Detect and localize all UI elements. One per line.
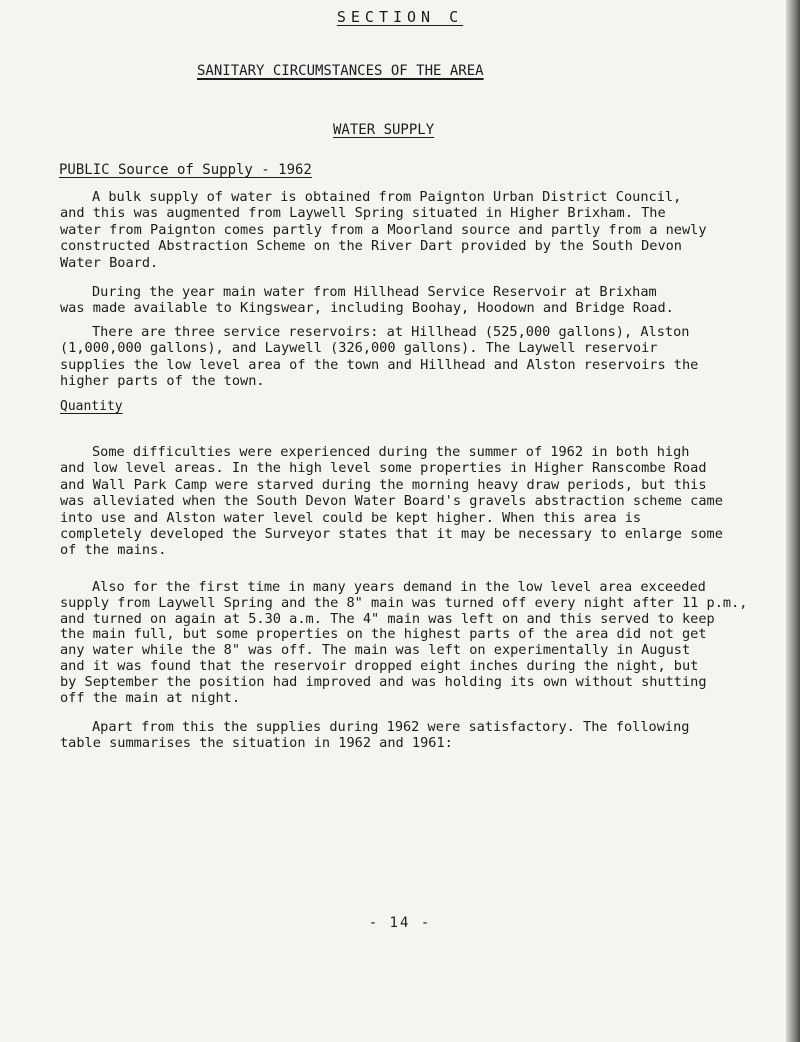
text-line: any water while the 8" was off. The main was left on experimentally in August xyxy=(60,642,691,659)
paragraph-hillhead xyxy=(60,284,780,317)
page-number: - 14 - xyxy=(368,915,432,931)
text-line: During the year main water from Hillhead Service Reservoir at Brixham xyxy=(92,284,657,300)
text-line: supplies the low level area of the town and Hillhead and Alston reservoirs the xyxy=(60,356,699,373)
paragraph-summary xyxy=(60,719,780,752)
text-line: into use and Alston water level could be kept higher. When this area is xyxy=(60,509,642,526)
paragraph-reservoirs xyxy=(60,324,780,390)
text-line: Some difficulties were experienced during the summer of 1962 in both high xyxy=(92,444,690,460)
text-line: and Wall Park Camp were starved during the morning heavy draw periods, but this xyxy=(60,476,707,493)
public-source-heading: PUBLIC Source of Supply - 1962 xyxy=(59,162,312,178)
text-line: A bulk supply of water is obtained from Paignton Urban District Council, xyxy=(92,189,682,205)
text-line: water from Paignton comes partly from a Moorland source and partly from a newly xyxy=(60,221,707,238)
sanitary-heading: SANITARY CIRCUMSTANCES OF THE AREA xyxy=(197,63,484,79)
text-line: (1,000,000 gallons), and Laywell (326,000 gallons). The Laywell reservoir xyxy=(60,340,658,357)
section-title: SECTION C xyxy=(336,8,464,26)
text-line: and it was found that the reservoir dropped eight inches during the night, but xyxy=(60,657,699,674)
paragraph-low-level-demand xyxy=(60,580,780,706)
text-line: the main full, but some properties on the highest parts of the area did not get xyxy=(60,626,707,643)
text-line: Apart from this the supplies during 1962 were satisfactory. The following xyxy=(92,719,690,735)
text-line: off the main at night. xyxy=(60,689,241,706)
paragraph-bulk-supply xyxy=(60,189,780,271)
text-line: of the mains. xyxy=(60,542,167,559)
text-line: and this was augmented from Laywell Spring situated in Higher Brixham. The xyxy=(60,205,666,222)
text-line: was alleviated when the South Devon Water Board's gravels abstraction scheme came xyxy=(60,493,723,510)
text-line: Also for the first time in many years demand in the low level area exceeded xyxy=(92,579,706,595)
quantity-heading: Quantity xyxy=(60,399,123,414)
text-line: was made available to Kingswear, including Boohay, Hoodown and Bridge Road. xyxy=(60,300,674,317)
water-supply-heading: WATER SUPPLY xyxy=(333,122,435,138)
text-line: higher parts of the town. xyxy=(60,373,265,390)
text-line: There are three service reservoirs: at Hillhead (525,000 gallons), Alston xyxy=(92,324,690,340)
text-line: Water Board. xyxy=(60,254,159,271)
text-line: completely developed the Surveyor states that it may be necessary to enlarge some xyxy=(60,526,723,543)
text-line: supply from Laywell Spring and the 8" main was turned off every night after 11 p.m., xyxy=(60,594,748,611)
text-line: table summarises the situation in 1962 and 1961: xyxy=(60,735,453,752)
text-line: and turned on again at 5.30 a.m. The 4" main was left on and this served to keep xyxy=(60,610,715,627)
page-edge-shadow xyxy=(786,0,800,1042)
paragraph-difficulties xyxy=(60,444,780,559)
text-line: constructed Abstraction Scheme on the River Dart provided by the South Devon xyxy=(60,238,682,255)
text-line: and low level areas. In the high level some properties in Higher Ranscombe Road xyxy=(60,460,707,477)
text-line: by September the position had improved and was holding its own without shutting xyxy=(60,673,707,690)
